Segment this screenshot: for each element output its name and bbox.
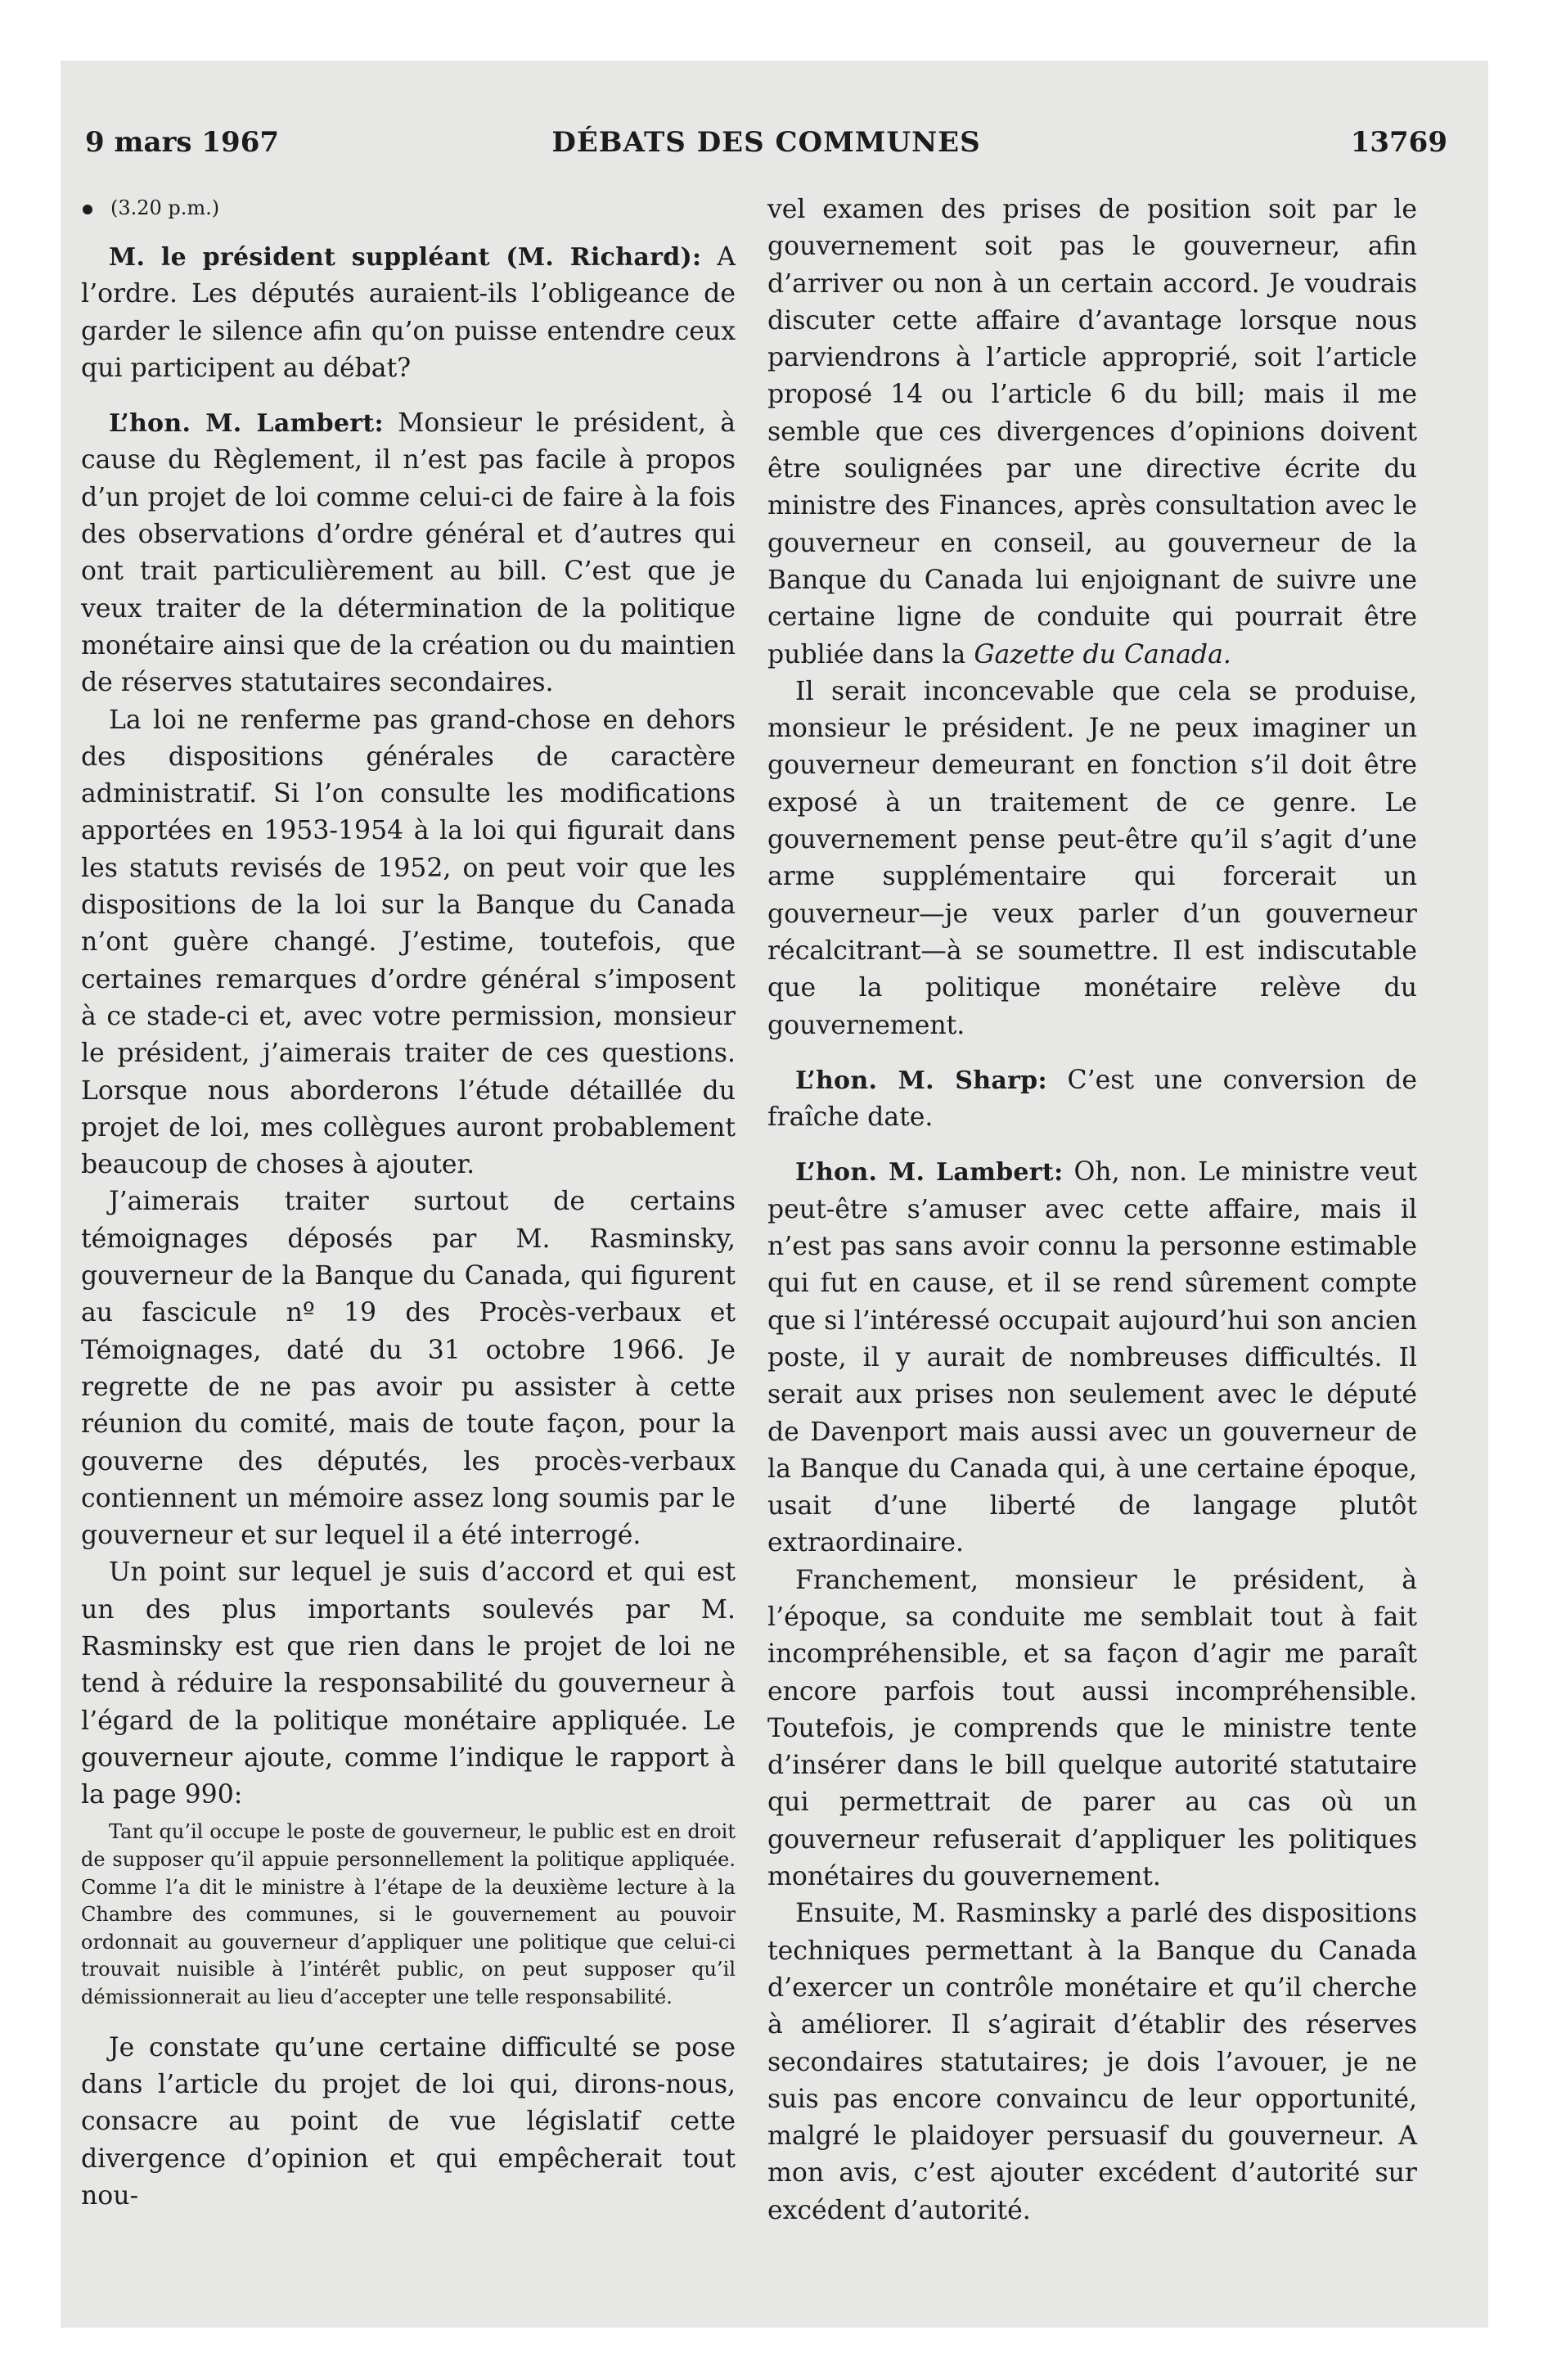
page-header [85, 126, 1447, 175]
paragraph [767, 1154, 1417, 1562]
left-column [81, 192, 736, 2215]
paragraph: Ensuite, M. Rasminsky a parlé des dispositions techniques permettant à la Banque du Canada d’exercer un contrôle monétaire et qu’il cherche à améliorer. Il s’agirait d’établir des réserves secondaires statutaires; je dois l’avouer, je ne suis pas encore convaincu de leur opportunité, malgré le plaidoyer persuasif du gouverneur. A mon avis, c’est ajouter excédent d’autorité sur excédent d’autorité. [767, 1899, 1417, 2225]
paragraph: Je constate qu’une certaine difficulté se pose dans l’article du projet de loi qui, dirons-nous, consacre au point de vue législatif cette divergence d’opinion et qui empêcherait tout nou- [81, 2032, 736, 2211]
time-text: (3.20 p.m.) [110, 196, 220, 219]
paragraph [81, 239, 736, 387]
right-column [767, 192, 1417, 2229]
header-title: DÉBATS DES COMMUNES [551, 126, 981, 159]
block-quote: Tant qu’il occupe le poste de gouverneur, le public est en droit de supposer qu’il appuie personnellement la politique appliquée. Comme l’a dit le ministre à l’étape de la deuxième lecture à la Chambre des communes, si le gouvernement au pouvoir ordonnait au gouverneur d’appliquer une politique que celui-ci trouvait nuisible à l’intérêt public, on peut supposer qu’il démissionnerait au lieu d’accepter une telle responsabilité. [81, 1820, 736, 2009]
paragraph [767, 1062, 1417, 1137]
time-stamp [81, 192, 736, 224]
bullet-icon [83, 205, 92, 214]
speech-text: Oh, non. Le ministre veut peut-être s’amuser avec cette affaire, mais il n’est pas sans avoir connu la personne estimable qui fut en cause, et il se rend sûrement compte que si l’intéressé occupait aujourd’hui son ancien poste, il y aurait de nombreuses difficultés. Il serait aux prises non seulement avec le député de Davenport mais aussi avec un gouverneur de la Banque du Canada qui, à une certaine époque, usait d’une liberté de langage plutôt extraordinaire. [767, 1157, 1417, 1558]
paragraph: La loi ne renferme pas grand-chose en dehors des dispositions générales de caractère administratif. Si l’on consulte les modifications apportées en 1953-1954 à la loi qui figurait dans les statuts revisés de 1952, on peut voir que les dispositions de la loi sur la Banque du Canada n’ont guère changé. J’estime, toutefois, que certaines remarques d’ordre général s’imposent à ce stade-ci et, avec votre permission, monsieur le président, j’aimerais traiter de ces questions. Lorsque nous aborderons l’étude détaillée du projet de loi, mes collègues auront probablement beaucoup de choses à ajouter. [81, 705, 736, 1180]
paragraph: Un point sur lequel je suis d’accord et qui est un des plus importants soulevés par M. Rasminsky est que rien dans le projet de loi ne tend à réduire la responsabilité du gouverneur à l’égard de la politique monétaire appliquée. Le gouverneur ajoute, comme l’indique le rapport à la page 990: [81, 1557, 736, 1810]
paragraph [767, 192, 1417, 674]
publication-title: Gazette du Canada. [974, 639, 1231, 669]
speech-text: Monsieur le président, à cause du Règlement, il n’est pas facile à propos d’un projet de loi comme celui-ci de faire à la fois des observations d’ordre général et d’autres qui ont trait particulièrement au bill. C’est que je veux traiter de la détermination de la politique monétaire ainsi que de la création ou du maintien de réserves statutaires secondaires. [81, 408, 736, 698]
speech-text: vel examen des prises de position soit par le gouvernement soit pas le gouverneur, afin d’arriver ou non à un certain accord. Je voudrais discuter cette affaire d’avantage lorsque nous parviendrons à l’article approprié, soit l’article proposé 14 ou l’article 6 du bill; mais il me semble que ces divergences d’opinions doivent être soulignées par une directive écrite du ministre des Finances, après consultation avec le gouverneur en conseil, au gouverneur de la Banque du Canada lui enjoignant de suivre une certaine ligne de conduite qui pourrait être publiée dans la [767, 195, 1417, 669]
speaker-name: L’hon. M. Lambert: [795, 1158, 1064, 1188]
paragraph: Il serait inconcevable que cela se produise, monsieur le président. Je ne peux imaginer un gouverneur demeurant en fonction s’il doit être exposé à un traitement de ce genre. Le gouvernement pense peut-être qu’il s’agit d’une arme supplémentaire qui forcerait un gouverneur—je veux parler d’un gouverneur récalcitrant—à se soumettre. Il est indiscutable que la politique monétaire relève du gouvernement. [767, 676, 1417, 1040]
paragraph: J’aimerais traiter surtout de certains témoignages déposés par M. Rasminsky, gouverneur de la Banque du Canada, qui figurent au fascicule nº 19 des Procès-verbaux et Témoignages, daté du 31 octobre 1966. Je regrette de ne pas avoir pu assister à cette réunion du comité, mais de toute façon, pour la gouverne des députés, les procès-verbaux contiennent un mémoire assez long soumis par le gouverneur et sur lequel il a été interrogé. [81, 1187, 736, 1551]
paragraph [81, 405, 736, 701]
speaker-name: M. le président suppléant (M. Richard): [109, 243, 702, 272]
header-date: 9 mars 1967 [85, 126, 280, 159]
speaker-name: L’hon. M. Sharp: [795, 1066, 1047, 1095]
speech-text: C’est une conversion de fraîche date. [767, 1065, 1417, 1133]
header-page-number: 13769 [1350, 126, 1447, 159]
speech-text: A l’ordre. Les députés auraient-ils l’obligeance de garder le silence afin qu’on puisse entendre ceux qui participent au débat? [81, 242, 736, 383]
speaker-name: L’hon. M. Lambert: [109, 409, 384, 439]
paragraph: Franchement, monsieur le président, à l’époque, sa conduite me semblait tout à fait incompréhensible, et sa façon d’agir me paraît encore parfois tout aussi incompréhensible. Toutefois, je comprends que le ministre tente d’insérer dans le bill quelque autorité statutaire qui permettrait de parer au cas où un gouverneur refuserait d’appliquer les politiques monétaires du gouvernement. [767, 1565, 1417, 1892]
